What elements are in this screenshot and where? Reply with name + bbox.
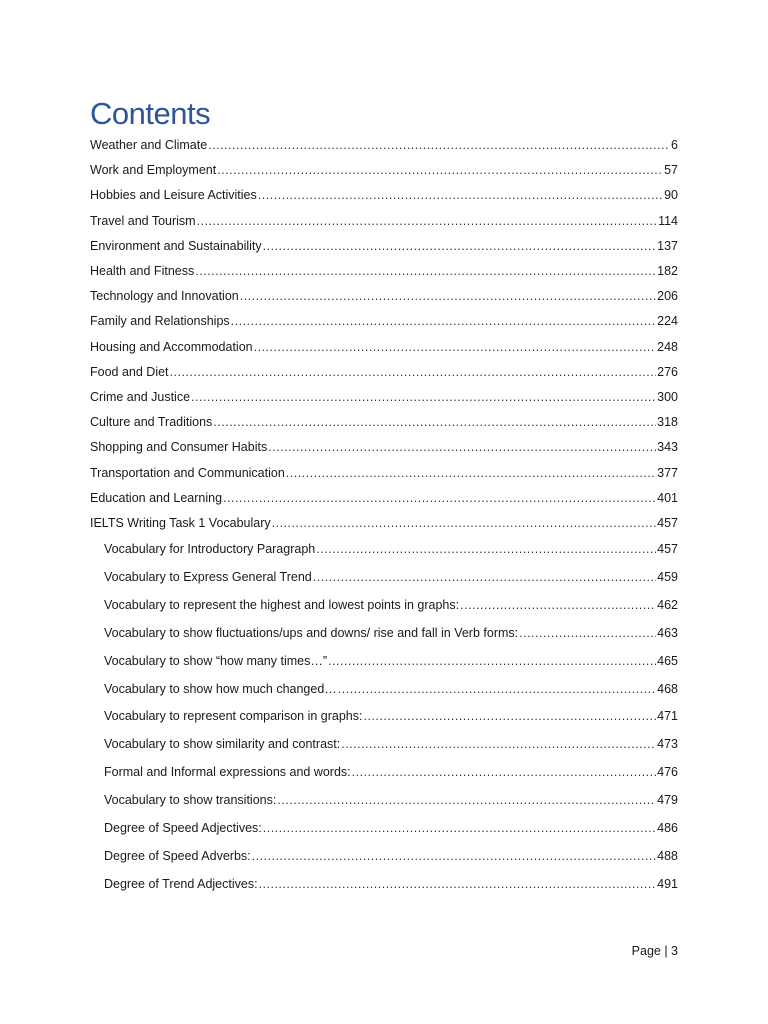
toc-entry-page-number: 276 [657,364,678,379]
toc-entry-page-number: 476 [657,765,678,780]
toc-entry-page-number: 471 [657,709,678,724]
toc-entry[interactable] [104,791,678,809]
toc-entry-page-number: 300 [657,390,678,404]
toc-dot-leader [258,186,663,204]
toc-entry[interactable] [90,136,678,154]
toc-dot-leader [223,489,656,507]
toc-entry-page-number: 479 [657,793,678,808]
toc-entry-title: Culture and Traditions [90,415,213,430]
toc-dot-leader [313,568,656,586]
toc-entry[interactable] [90,212,678,230]
toc-entry[interactable] [90,262,678,280]
toc-entry[interactable] [90,237,678,255]
toc-entry-title: Transportation and Communication [90,465,285,480]
toc-dot-leader [213,413,656,431]
toc-entry-title: Degree of Speed Adverbs: [104,848,251,863]
toc-entry-page-number: 137 [657,238,678,253]
toc-dot-leader [170,363,657,381]
toc-entry[interactable] [90,287,678,305]
toc-entry[interactable] [90,161,678,179]
toc-entry[interactable] [90,363,678,381]
toc-entry-page-number: 206 [657,289,678,304]
toc-entry-title: Family and Relationships [90,314,230,329]
toc-entry-title: Degree of Trend Adjectives: [104,876,258,891]
toc-entry-page-number: 457 [657,542,678,556]
toc-dot-leader [341,735,656,753]
toc-entry-page-number: 224 [657,314,678,329]
toc-entry-page-number: 248 [657,339,678,354]
toc-entry-title: Crime and Justice [90,390,191,404]
toc-entry[interactable] [90,413,678,431]
toc-dot-leader [231,312,656,330]
toc-entry[interactable] [104,735,678,753]
toc-entry[interactable] [104,875,678,893]
toc-entry-title: Vocabulary to Express General Trend [104,569,312,584]
toc-entry-title: Health and Fitness [90,264,195,278]
toc-entry-page-number: 463 [657,625,678,640]
toc-entry-page-number: 459 [657,569,678,584]
toc-dot-leader [338,680,656,698]
toc-entry[interactable] [104,596,678,614]
toc-entry[interactable] [104,763,678,781]
toc-dot-leader [252,847,657,865]
toc-entry-page-number: 114 [658,213,678,228]
toc-dot-leader [195,262,656,280]
toc-entry-title: Vocabulary for Introductory Paragraph [104,542,316,556]
toc-entry-title: Vocabulary to show fluctuations/ups and downs/ rise and fall in Verb forms: [104,625,519,640]
toc-entry-title: Vocabulary to show “how many times…” [104,653,328,668]
toc-dot-leader [460,596,656,614]
toc-entry-title: IELTS Writing Task 1 Vocabulary [90,516,271,530]
toc-dot-leader [263,819,656,837]
toc-entry[interactable] [90,489,678,507]
toc-dot-leader [519,624,656,642]
toc-entry-title: Formal and Informal expressions and words: [104,765,351,780]
toc-entry[interactable] [90,338,678,356]
toc-entry-page-number: 462 [657,597,678,612]
toc-entry-title: Hobbies and Leisure Activities [90,188,257,203]
toc-entry-page-number: 182 [657,264,678,278]
toc-entry-title: Technology and Innovation [90,289,239,304]
toc-entry-title: Degree of Speed Adjectives: [104,821,262,835]
toc-entry-page-number: 57 [664,163,678,178]
toc-entry-title: Travel and Tourism [90,213,196,228]
toc-entry-title: Education and Learning [90,490,223,505]
toc-entry-title: Vocabulary to represent comparison in graphs: [104,709,363,724]
toc-entry[interactable] [104,819,678,837]
toc-entry-page-number: 90 [664,188,678,203]
toc-dot-leader [254,338,657,356]
toc-entry-page-number: 377 [657,465,678,480]
toc-dot-leader [240,287,656,305]
toc-dot-leader [208,136,670,154]
toc-entry[interactable] [104,540,678,558]
toc-dot-leader [263,237,657,255]
toc-entry-title: Vocabulary to show similarity and contrast: [104,737,341,752]
toc-entry-title: Housing and Accommodation [90,339,253,354]
toc-entry-page-number: 491 [657,876,678,891]
toc-entry-title: Shopping and Consumer Habits [90,440,268,455]
toc-entry[interactable] [90,312,678,330]
toc-dot-leader [328,652,656,670]
toc-entry[interactable] [104,624,678,642]
toc-entry[interactable] [104,652,678,670]
toc-entry-title: Vocabulary to show how much changed… [104,681,337,696]
toc-dot-leader [268,438,656,456]
page-number-footer: Page | 3 [631,944,678,958]
toc-title: Contents [90,96,211,131]
toc-entry-title: Food and Diet [90,364,169,379]
toc-entry[interactable] [104,680,678,698]
toc-entry-page-number: 318 [657,415,678,430]
toc-entry-page-number: 465 [657,653,678,668]
toc-entry-page-number: 457 [657,516,678,530]
toc-dot-leader [277,791,656,809]
toc-entry-title: Vocabulary to show transitions: [104,793,277,808]
toc-dot-leader [197,212,657,230]
toc-dot-leader [363,707,656,725]
toc-dot-leader [316,540,656,558]
toc-entry-title: Vocabulary to represent the highest and lowest points in graphs: [104,597,460,612]
toc-entry-page-number: 401 [657,490,678,505]
toc-entry-page-number: 343 [657,440,678,455]
toc-entry-title: Environment and Sustainability [90,238,262,253]
toc-entry-title: Work and Employment [90,163,217,178]
toc-entry-page-number: 473 [657,737,678,752]
toc-dot-leader [259,875,657,893]
toc-entry-page-number: 6 [671,138,678,152]
toc-entry[interactable] [104,568,678,586]
toc-dot-leader [352,763,657,781]
toc-entry[interactable] [90,464,678,482]
toc-entry[interactable] [104,847,678,865]
toc-entry-page-number: 468 [657,681,678,696]
toc-entry[interactable] [90,186,678,204]
toc-entry[interactable] [104,707,678,725]
toc-dot-leader [217,161,663,179]
toc-entry-page-number: 486 [657,821,678,835]
toc-entry-page-number: 488 [657,848,678,863]
toc-entry[interactable] [90,438,678,456]
toc-entry[interactable] [90,388,678,406]
toc-dot-leader [272,514,657,532]
toc-dot-leader [286,464,656,482]
toc-entry[interactable] [90,514,678,532]
toc-entry-title: Weather and Climate [90,138,208,152]
toc-dot-leader [191,388,656,406]
